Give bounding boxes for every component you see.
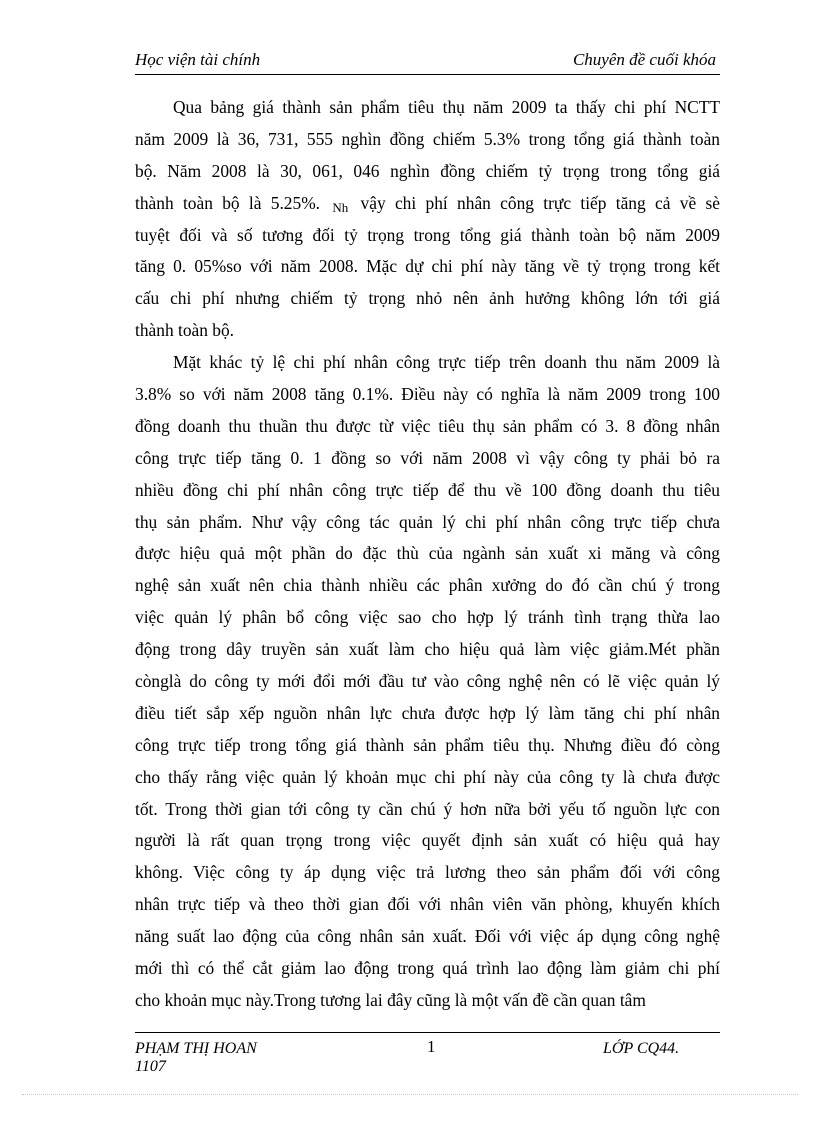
paragraph-2 (135, 347, 720, 1017)
text-line: mới thì có thể cắt giảm lao động trong quá trình lao động làm giảm chi phí (135, 958, 720, 979)
text-line: công trực tiếp tăng 0. 1 đồng so với năm 2008 vì vậy công ty phải bỏ ra (135, 447, 720, 468)
text-line: nhân trực tiếp và theo thời gian đối với nhân viên văn phòng, khuyến khích (135, 894, 720, 915)
text-line: thành toàn bộ. (135, 320, 235, 341)
text-line: nghệ sản xuất nên chia thành nhiều các phân xưởng do đó cần chú ý trong (135, 575, 720, 596)
text-fragment: thành toàn bộ là 5.25%. (135, 192, 321, 213)
author-code: 1107 (135, 1058, 166, 1075)
text-line: nhiều đồng chi phí nhân công trực tiếp để thu về 100 đồng doanh thu tiêu (135, 479, 720, 500)
class-label: LỚP CQ44. (603, 1040, 680, 1057)
text-line: cho thấy rằng việc quản lý khoản mục chi phí này của công ty là chưa được (135, 766, 720, 787)
page-footer (135, 1037, 720, 1077)
text-line: được hiệu quả một phần do đặc thù của ngành sản xuất xi măng và công (135, 543, 720, 564)
header-right: Chuyên đề cuối khóa (572, 50, 716, 69)
text-line: công trực tiếp trong tổng giá thành sản phẩm tiêu thụ. Nhưng điều đó còng (135, 734, 720, 755)
text-line: việc quản lý phân bổ công việc sao cho hợp lý tránh tình trạng thừa lao (135, 607, 720, 628)
text-line: thụ sản phẩm. Như vậy công tác quản lý chi phí nhân công trực tiếp chưa (135, 511, 720, 532)
footer-divider (135, 1032, 720, 1033)
text-line: điều tiết sắp xếp nguồn nhân lực chưa được hợp lý làm tăng chi phí nhân (135, 702, 720, 723)
header-left: Học viện tài chính (135, 50, 261, 69)
text-line: năm 2009 là 36, 731, 555 nghìn đồng chiếm 5.3% trong tổng giá thành toàn (135, 128, 720, 149)
body-text (135, 92, 720, 1017)
text-line: đồng doanh thu thuần thu được từ việc tiêu thụ sản phẩm có 3. 8 đồng nhân (135, 415, 720, 436)
text-line: tốt. Trong thời gian tới công ty cần chú ý hơn nữa bởi yếu tố nguồn lực con (135, 798, 720, 819)
author-name: PHẠM THỊ HOAN (135, 1040, 257, 1057)
text-line: người là rất quan trọng trong việc quyết định sản xuất có hiệu quả hay (135, 830, 720, 851)
text-line: động trong dây truyền sản xuất làm cho hiệu quả làm việc giảm.Mét phần (135, 639, 720, 660)
text-line-split (135, 188, 720, 220)
text-line: cònglà do công ty mới đổi mới đầu tư vào công nghệ nên có lẽ việc quản lý (135, 671, 720, 692)
text-line: không. Việc công ty áp dụng việc trả lương theo sản phẩm đối với công (135, 862, 720, 883)
paragraph-1 (135, 92, 720, 347)
text-line: tuyệt đối và số tương đối tỷ trọng trong tổng giá thành toàn bộ năm 2009 (135, 224, 720, 245)
page-bottom-dotted-rule (22, 1094, 798, 1095)
text-line: bộ. Năm 2008 là 30, 061, 046 nghìn đồng chiếm tỷ trọng trong tổng giá (135, 160, 720, 181)
text-line: Qua bảng giá thành sản phẩm tiêu thụ năm 2009 ta thấy chi phí NCTT (173, 97, 720, 117)
text-line: cấu chi phí nhưng chiếm tỷ trọng nhỏ nên ảnh hưởng không lớn tới giá (135, 288, 720, 309)
text-line: Mặt khác tỷ lệ chi phí nhân công trực tiếp trên doanh thu năm 2009 là (173, 352, 720, 373)
page-number: 1 (427, 1037, 436, 1056)
stray-fragment: Nh (332, 199, 349, 215)
text-line: tăng 0. 05%so với năm 2008. Mặc dự chi phí này tăng về tỷ trọng trong kết (135, 256, 720, 277)
text-line: năng suất lao động của công nhân sản xuất. Đối với việc áp dụng công nghệ (135, 926, 720, 947)
text-fragment: vậy chi phí nhân công trực tiếp tăng cả về sè (360, 192, 720, 213)
text-line: 3.8% so với năm 2008 tăng 0.1%. Điều này có nghĩa là năm 2009 trong 100 (135, 384, 720, 405)
text-line: cho khoản mục này.Trong tương lai đây cũng là một vấn đề cần quan tâm (135, 989, 646, 1010)
page-header (135, 48, 720, 75)
